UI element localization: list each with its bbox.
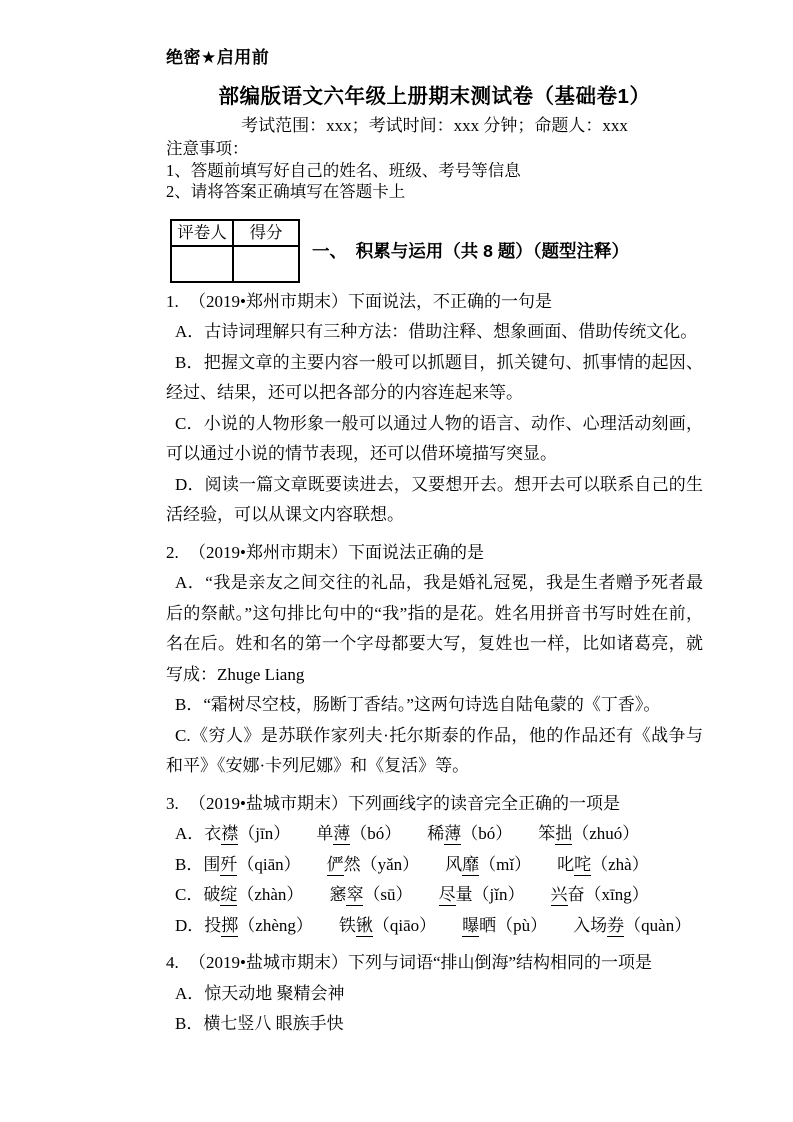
- question-stem: [166, 538, 703, 569]
- score-table-value-row: [171, 246, 299, 282]
- option-label: B．: [175, 854, 204, 874]
- pinyin-word: 围歼（qiān）: [203, 854, 301, 874]
- question-option: [166, 850, 703, 881]
- pinyin-word: 叱咤（zhà）: [557, 854, 649, 874]
- question-number: 2.: [166, 542, 179, 562]
- score-table-cell-grader: [171, 246, 233, 282]
- section-heading: 一、 积累与运用（共 8 题）（题型注释）: [312, 240, 629, 261]
- question-stem-text: （2019•郑州市期末）下面说法，不正确的一句是: [189, 291, 552, 311]
- pinyin-word: 投掷（zhèng）: [204, 915, 313, 935]
- question-stem: [166, 948, 703, 979]
- question-list: [166, 287, 703, 1040]
- pinyin-word: 尽量（jǐn）: [438, 885, 525, 904]
- score-table-header-score: 得分: [233, 220, 299, 246]
- question-stem: [166, 789, 703, 820]
- section-row: [166, 219, 703, 283]
- question-stem-text: （2019•郑州市期末）下面说法正确的是: [189, 542, 484, 562]
- score-table-header-grader: 评卷人: [171, 220, 233, 246]
- question-option: B．“霜树尽空枝，肠断丁香结。”这两句诗选自陆龟蒙的《丁香》。: [175, 695, 661, 714]
- score-table: [170, 219, 300, 283]
- pinyin-word: 笨拙（zhuó）: [538, 824, 640, 843]
- pinyin-word: 入场券（quàn）: [573, 915, 692, 935]
- pinyin-word: 窸窣（sū）: [329, 885, 413, 904]
- pinyin-word: 风靡（mǐ）: [445, 854, 532, 874]
- question-option: B．把握文章的主要内容一般可以抓题目，抓关键句、抓事情的起因、经过、结果，还可以把各部分的内容连起来等。: [166, 352, 703, 402]
- question-option: [166, 880, 703, 911]
- option-label: C．: [175, 885, 204, 904]
- classified-label: 绝密★启用前: [166, 48, 270, 67]
- pinyin-word: 曝晒（pù）: [462, 915, 548, 935]
- score-table-header-row: [171, 220, 299, 246]
- question-stem-text: （2019•盐城市期末）下列与词语“排山倒海”结构相同的一项是: [189, 953, 653, 972]
- question-option: C．小说的人物形象一般可以通过人物的语言、动作、心理活动刻画，可以通过小说的情节表现，还可以借环境描写突显。: [166, 413, 703, 463]
- question-option: [166, 819, 703, 850]
- pinyin-word: 铁锹（qiāo）: [338, 915, 437, 935]
- notice-item: 2、请将答案正确填写在答题卡上: [166, 182, 406, 201]
- exam-info: 考试范围：xxx；考试时间：xxx 分钟；命题人：xxx: [241, 116, 628, 135]
- question-stem: [166, 287, 703, 318]
- question-option: A．古诗词理解只有三种方法：借助注释、想象画面、借助传统文化。: [175, 322, 698, 341]
- question-number: 4.: [166, 953, 179, 972]
- notice-item: 1、答题前填写好自己的姓名、班级、考号等信息: [166, 160, 521, 180]
- question-option: C.《穷人》是苏联作家列夫·托尔斯泰的作品，他的作品还有《战争与和平》《安娜·卡列尼娜》和《复活》等。: [166, 725, 703, 775]
- option-label: D．: [175, 915, 205, 935]
- question-option: [166, 911, 703, 942]
- question-option: A．惊天动地 聚精会神: [175, 983, 345, 1003]
- pinyin-word: 衣襟（jīn）: [204, 824, 291, 843]
- pinyin-word: 俨然（yǎn）: [326, 854, 420, 874]
- question-option: A．“我是亲友之间交往的礼品，我是婚礼冠冕，我是生者赠予死者最后的祭献。”这句排比句中的“我”指的是花。姓名用拼音书写时姓在前，名在后。姓和名的第一个字母都要大写，复姓也一样，比如诸葛亮，就写成：Zhuge Liang: [166, 573, 703, 684]
- question-1: [166, 287, 703, 531]
- score-table-cell-score: [233, 246, 299, 282]
- notice-title: 注意事项：: [166, 139, 249, 158]
- question-number: 3.: [166, 793, 179, 813]
- question-number: 1.: [166, 291, 179, 311]
- pinyin-word: 兴奋（xīng）: [550, 885, 649, 904]
- question-4: [166, 948, 703, 1040]
- pinyin-word: 破绽（zhàn）: [203, 885, 304, 904]
- question-option: B．横七竖八 眼族手快: [175, 1014, 344, 1033]
- pinyin-word: 单薄（bó）: [316, 824, 402, 843]
- option-label: A．: [175, 824, 205, 843]
- question-3: [166, 789, 703, 942]
- pinyin-word: 稀薄（bó）: [427, 824, 513, 843]
- question-option: D．阅读一篇文章既要读进去，又要想开去。想开去可以联系自己的生活经验，可以从课文内容联想。: [166, 474, 703, 524]
- page-title: 部编版语文六年级上册期末测试卷（基础卷1）: [218, 85, 651, 108]
- question-2: [166, 538, 703, 782]
- question-stem-text: （2019•盐城市期末）下列画线字的读音完全正确的一项是: [189, 793, 620, 813]
